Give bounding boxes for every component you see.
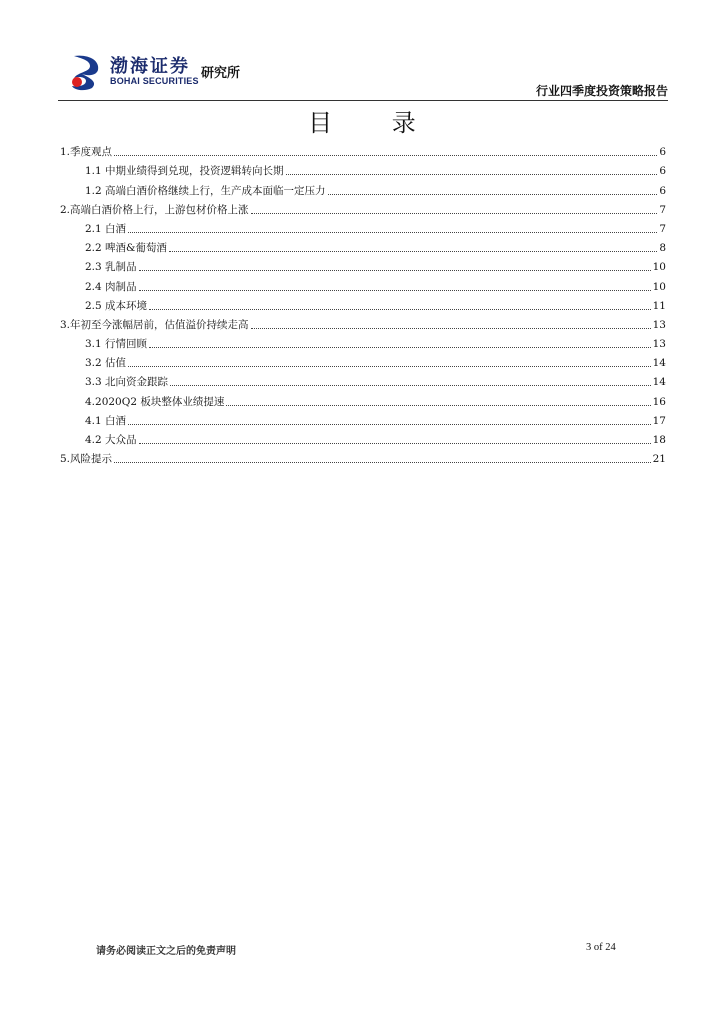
toc-title: 目 录 bbox=[308, 109, 442, 137]
toc-leader-dots bbox=[128, 366, 651, 367]
toc-entry[interactable] bbox=[60, 313, 666, 332]
toc-entry[interactable] bbox=[60, 389, 666, 408]
toc-entry[interactable] bbox=[60, 370, 666, 389]
toc-entry-page: 7 bbox=[659, 203, 666, 216]
toc-entry[interactable] bbox=[60, 332, 666, 351]
toc-entry-page: 18 bbox=[652, 434, 666, 446]
toc-entry-label: 3.1 行情回顾 bbox=[85, 338, 148, 351]
toc-entry[interactable] bbox=[60, 217, 666, 236]
toc-entry-label: 2.3 乳制品 bbox=[85, 261, 137, 274]
toc-entry-page: 17 bbox=[652, 414, 666, 427]
toc-entry[interactable] bbox=[60, 255, 666, 274]
toc-leader-dots bbox=[251, 213, 658, 214]
toc-leader-dots bbox=[114, 155, 657, 156]
table-of-contents bbox=[60, 140, 666, 466]
toc-entry[interactable] bbox=[60, 159, 666, 178]
toc-entry-label: 5.风险提示 bbox=[60, 453, 113, 466]
toc-entry-page: 6 bbox=[659, 146, 666, 159]
toc-entry-label: 1.2 高端白酒价格继续上行，生产成本面临一定压力 bbox=[85, 184, 326, 197]
toc-leader-dots bbox=[251, 328, 651, 329]
toc-leader-dots bbox=[328, 194, 658, 195]
toc-entry-label: 2.5 成本环境 bbox=[85, 299, 148, 312]
toc-leader-dots bbox=[114, 462, 651, 463]
header-divider bbox=[58, 100, 668, 101]
toc-entry-page: 14 bbox=[652, 376, 666, 389]
toc-entry-label: 1.1 中期业绩得到兑现，投资逻辑转向长期 bbox=[85, 165, 284, 178]
institute-label: 研究所 bbox=[201, 66, 241, 81]
toc-entry[interactable] bbox=[60, 274, 666, 293]
toc-entry-label: 4.2020Q2 板块整体业绩提速 bbox=[85, 395, 225, 408]
toc-leader-dots bbox=[170, 385, 651, 386]
toc-entry[interactable] bbox=[60, 409, 666, 428]
toc-entry-page: 10 bbox=[652, 280, 666, 293]
toc-leader-dots bbox=[128, 232, 657, 233]
toc-entry-page: 14 bbox=[652, 357, 666, 370]
toc-entry-page: 8 bbox=[659, 242, 666, 255]
toc-entry-page: 16 bbox=[652, 395, 666, 408]
toc-entry-label: 3.2 估值 bbox=[85, 357, 127, 370]
toc-entry[interactable] bbox=[60, 178, 666, 197]
toc-entry[interactable] bbox=[60, 140, 666, 159]
toc-entry-page: 6 bbox=[659, 184, 666, 197]
toc-entry-label: 2.1 白酒 bbox=[85, 222, 127, 235]
disclaimer-note: 请务必阅读正文之后的免责声明 bbox=[96, 946, 236, 957]
report-type-label: 行业四季度投资策略报告 bbox=[535, 84, 668, 98]
toc-leader-dots bbox=[286, 174, 658, 175]
toc-leader-dots bbox=[149, 309, 651, 310]
brand-name-en: BOHAI SECURITIES bbox=[110, 76, 199, 86]
toc-entry-label: 1.季度观点 bbox=[60, 146, 113, 159]
toc-entry-page: 13 bbox=[652, 338, 666, 351]
toc-entry[interactable] bbox=[60, 447, 666, 466]
page-number: 3 of 24 bbox=[586, 942, 616, 953]
brand-name-cn: 渤海证券 bbox=[110, 56, 190, 77]
toc-entry-label: 2.高端白酒价格上行，上游包材价格上涨 bbox=[60, 203, 249, 216]
toc-leader-dots bbox=[226, 405, 650, 406]
toc-entry[interactable] bbox=[60, 428, 666, 447]
toc-entry-label: 4.1 白酒 bbox=[85, 414, 127, 427]
toc-entry-page: 10 bbox=[652, 261, 666, 274]
toc-entry[interactable] bbox=[60, 198, 666, 217]
toc-entry[interactable] bbox=[60, 294, 666, 313]
toc-entry[interactable] bbox=[60, 351, 666, 370]
toc-entry-label: 4.2 大众品 bbox=[85, 434, 137, 446]
toc-leader-dots bbox=[139, 290, 651, 291]
page-header bbox=[58, 44, 668, 102]
toc-leader-dots bbox=[169, 251, 657, 252]
toc-entry-page: 21 bbox=[652, 453, 666, 466]
toc-leader-dots bbox=[128, 424, 651, 425]
toc-leader-dots bbox=[139, 443, 651, 444]
toc-entry-label: 3.年初至今涨幅居前，估值溢价持续走高 bbox=[60, 318, 249, 331]
toc-entry-page: 11 bbox=[652, 299, 666, 312]
toc-entry-page: 7 bbox=[659, 222, 666, 235]
toc-entry-label: 2.2 啤酒&葡萄酒 bbox=[85, 242, 167, 255]
toc-leader-dots bbox=[139, 270, 651, 271]
toc-entry-label: 2.4 肉制品 bbox=[85, 280, 137, 293]
toc-entry-page: 6 bbox=[659, 165, 666, 178]
toc-entry-label: 3.3 北向资金跟踪 bbox=[85, 376, 169, 389]
toc-entry[interactable] bbox=[60, 236, 666, 255]
toc-entry-page: 13 bbox=[652, 318, 666, 331]
toc-leader-dots bbox=[149, 347, 651, 348]
bohai-logo-icon bbox=[68, 52, 104, 92]
